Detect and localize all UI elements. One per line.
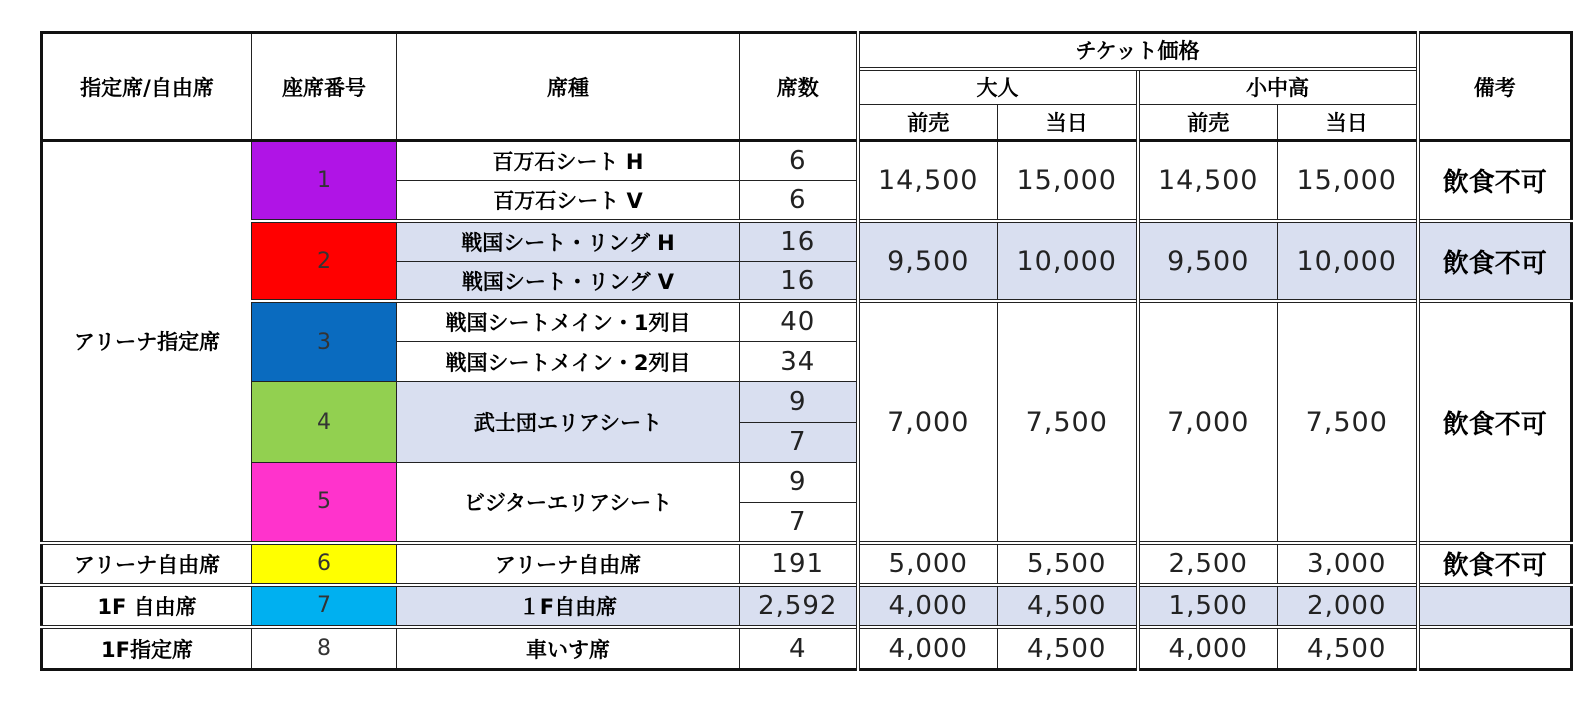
seat-count: 6 [740,181,858,221]
price-child-advance: 9,500 [1138,221,1278,301]
price-child-advance: 1,500 [1138,585,1278,627]
price-adult-same-day: 7,500 [998,301,1138,542]
seat-count: 7 [740,502,858,542]
seat-count: 34 [740,342,858,382]
header-notes: 備考 [1418,33,1572,141]
seat-number-8: 8 [252,627,397,669]
seat-type: 戦国シートメイン・2列目 [397,342,740,382]
seat-count: 16 [740,261,858,301]
seat-type: 車いす席 [397,627,740,669]
header-assign: 指定席/自由席 [42,33,252,141]
note-cell [1418,585,1572,627]
group-1f-reserved: 1F指定席 [42,627,252,669]
seat-type: 戦国シートメイン・1列目 [397,301,740,341]
table-row [42,585,1572,627]
header-child-same-day: 当日 [1278,105,1418,141]
header-child-advance: 前売 [1138,105,1278,141]
table-row [42,141,1572,181]
price-child-same-day: 2,000 [1278,585,1418,627]
group-arena-free: アリーナ自由席 [42,543,252,585]
note-cell: 飲食不可 [1418,543,1572,585]
price-adult-advance: 14,500 [858,141,998,221]
seat-count: 40 [740,301,858,341]
price-adult-advance: 4,000 [858,585,998,627]
seat-type: アリーナ自由席 [397,543,740,585]
price-child-advance: 2,500 [1138,543,1278,585]
table-row [42,221,1572,261]
note-cell: 飲食不可 [1418,301,1572,542]
seat-type: 戦国シート・リング V [397,261,740,301]
header-row-1 [42,33,1572,69]
table-row [42,543,1572,585]
seat-number-1: 1 [252,141,397,221]
seat-count: 4 [740,627,858,669]
price-adult-same-day: 5,500 [998,543,1138,585]
group-1f-free: 1F 自由席 [42,585,252,627]
seat-type: １F自由席 [397,585,740,627]
note-cell: 飲食不可 [1418,221,1572,301]
seat-count: 16 [740,221,858,261]
header-seat-no: 座席番号 [252,33,397,141]
seat-count: 6 [740,141,858,181]
seat-number-7: 7 [252,585,397,627]
note-cell: 飲食不可 [1418,141,1572,221]
header-child: 小中高 [1138,69,1418,105]
table-row [42,627,1572,669]
price-child-same-day: 7,500 [1278,301,1418,542]
note-cell [1418,627,1572,669]
seat-number-3: 3 [252,301,397,381]
ticket-price-table [40,31,1573,671]
seat-number-6: 6 [252,543,397,585]
price-adult-advance: 5,000 [858,543,998,585]
seat-count: 191 [740,543,858,585]
price-child-advance: 7,000 [1138,301,1278,542]
seat-type: 武士団エリアシート [397,382,740,462]
price-child-same-day: 3,000 [1278,543,1418,585]
header-adult-advance: 前売 [858,105,998,141]
price-child-same-day: 10,000 [1278,221,1418,301]
seat-number-2: 2 [252,221,397,301]
seat-number-5: 5 [252,462,397,542]
group-arena-reserved: アリーナ指定席 [42,141,252,543]
header-adult-same-day: 当日 [998,105,1138,141]
header-ticket-price: チケット価格 [858,33,1418,69]
price-adult-advance: 4,000 [858,627,998,669]
seat-type: 百万石シート V [397,181,740,221]
price-adult-same-day: 4,500 [998,627,1138,669]
table-row [42,301,1572,341]
seat-number-4: 4 [252,382,397,462]
price-child-advance: 4,000 [1138,627,1278,669]
price-adult-same-day: 4,500 [998,585,1138,627]
seat-count: 2,592 [740,585,858,627]
seat-type: 百万石シート H [397,141,740,181]
price-adult-advance: 9,500 [858,221,998,301]
header-adult: 大人 [858,69,1138,105]
seat-count: 7 [740,422,858,462]
seat-type: 戦国シート・リング H [397,221,740,261]
price-child-advance: 14,500 [1138,141,1278,221]
header-count: 席数 [740,33,858,141]
header-seat-type: 席種 [397,33,740,141]
price-child-same-day: 15,000 [1278,141,1418,221]
price-child-same-day: 4,500 [1278,627,1418,669]
seat-count: 9 [740,462,858,502]
seat-type: ビジターエリアシート [397,462,740,542]
seat-count: 9 [740,382,858,422]
price-adult-same-day: 15,000 [998,141,1138,221]
price-adult-same-day: 10,000 [998,221,1138,301]
price-adult-advance: 7,000 [858,301,998,542]
